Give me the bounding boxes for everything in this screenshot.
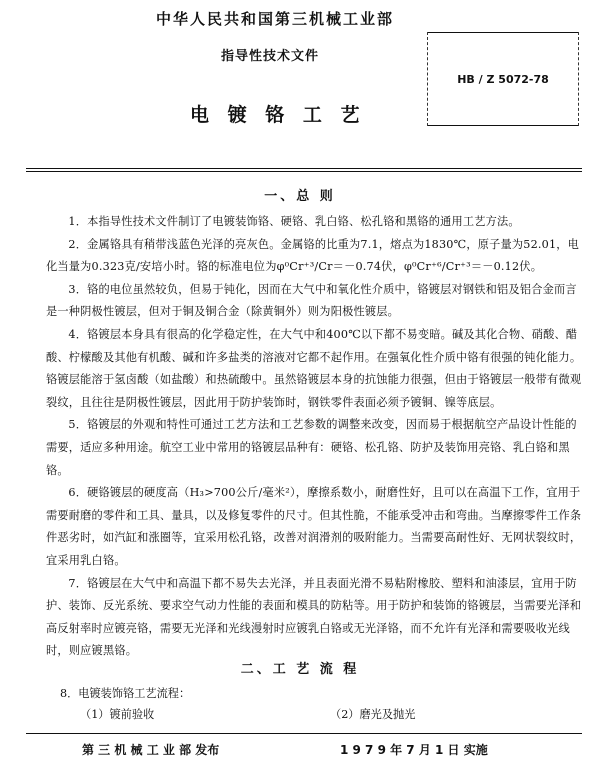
section-2-title: 二、工 艺 流 程 bbox=[240, 662, 360, 677]
document-type: 指导性技术文件 bbox=[220, 49, 319, 64]
paragraph-5: 5．铬镀层的外观和特性可通过工艺方法和工艺参数的调整来改变，因而易于根据航空产品设计性能的需要，适应多种用途。航空工业中常用的铬镀层品种有：硬铬、松孔铬、防护及装饰用亮铬、乳白铬和黑铬。 bbox=[46, 418, 577, 477]
document-title: 电 镀 铬 工 艺 bbox=[190, 104, 366, 126]
header-rule bbox=[26, 168, 582, 172]
paragraph-1: 1．本指导性技术文件制订了电镀装饰铬、硬铬、乳白铬、松孔铬和黑铬的通用工艺方法。 bbox=[68, 215, 520, 228]
standard-number-box bbox=[428, 32, 578, 126]
ministry-name: 中华人民共和国第三机械工业部 bbox=[155, 10, 394, 28]
paragraph-2: 2．金属铬具有稍带浅蓝色光泽的亮灰色。金属铬的比重为7.1，熔点为1830℃，原子量为52.01，电化当量为0.323克/安培小时。铬的标准电位为φ⁰Cr⁺³/Cr＝－0.74伏，φ⁰Cr⁺⁶/Cr⁺³＝－0.12伏。 bbox=[46, 237, 580, 274]
section-1-body bbox=[46, 211, 582, 663]
paragraph-3: 3．铬的电位虽然较负，但易于钝化，因而在大气中和氧化性介质中，铬镀层对钢铁和铝及铝合金而言是一种阴极性镀层，但对于铜及铜合金（除黄铜外）则为阳极性镀层。 bbox=[46, 282, 577, 319]
process-step-1: （1）镀前验收 bbox=[80, 708, 155, 721]
section-1-title: 一、总 则 bbox=[264, 189, 336, 204]
process-step-2: （2）磨光及抛光 bbox=[330, 708, 416, 721]
item-8-heading: 8．电镀装饰铬工艺流程： bbox=[60, 687, 191, 700]
paragraph-6: 6．硬铬镀层的硬度高（H₃>700公斤/毫米²），摩擦系数小，耐磨性好，且可以在高温下工作，宜用于需要耐磨的零件和工具、量具，以及修复零件的尺寸。但其性脆，不能承受冲击和弯曲。当摩擦零件工作条件恶劣时，如汽缸和涨圈等，宜采用松孔铬，改善对润滑剂的吸附能力。当需要高耐性好、无网状裂纹时，宜采用乳白铬。 bbox=[46, 486, 582, 567]
effective-date: 1 9 7 9 年 7 月 1 日 实施 bbox=[340, 743, 488, 757]
issuer: 第 三 机 械 工 业 部 发布 bbox=[82, 743, 220, 757]
paragraph-7: 7．铬镀层在大气中和高温下都不易失去光泽，并且表面光滑不易粘附橡胶、塑料和油漆层，宜用于防护、装饰、反光系统、要求空气动力性能的表面和模具的防粘等。用于防护和装饰的铬镀层，当需要光泽和高反射率时应镀亮铬，需要无光泽和光线漫射时应镀乳白铬或无光泽铬，而不允许有光泽和需要吸收光线时，则应镀黑铬。 bbox=[46, 576, 582, 658]
footer-rule bbox=[26, 733, 582, 734]
standard-number: HB / Z 5072-78 bbox=[457, 73, 549, 86]
paragraph-4: 4．铬镀层本身具有很高的化学稳定性，在大气中和400℃以下都不易变暗。碱及其化合物、硝酸、醋酸、柠檬酸及其他有机酸、碱和许多盐类的溶液对它都不起作用。在强氧化性介质中铬有很强的钝化能力。铬镀层能溶于氢卤酸（如盐酸）和热硫酸中。虽然铬镀层本身的抗蚀能力很强，但由于铬镀层一般带有微观裂纹，且往往是阴极性镀层，因此用于防护装饰时，钢铁零件表面必须予镀铜、镍等底层。 bbox=[46, 327, 582, 409]
